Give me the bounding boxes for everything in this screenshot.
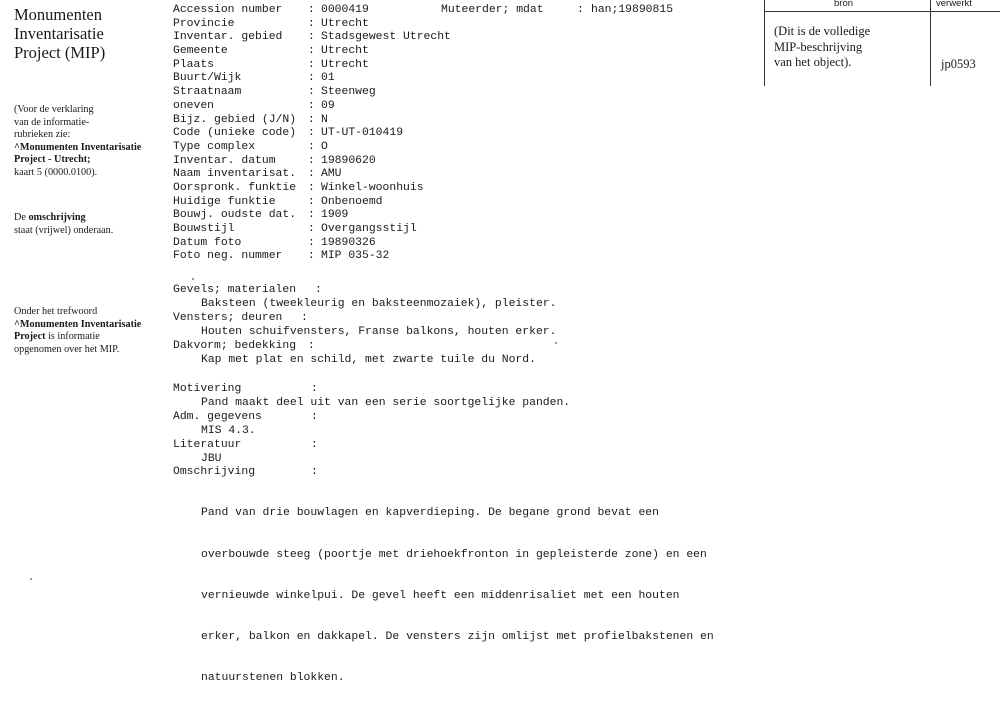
note-line: (Dit is de volledige [774,24,871,38]
field-value: UT-UT-010419 [321,127,404,140]
note-line: MIP-beschrijving [774,39,863,54]
field-value: Utrecht [321,17,369,30]
section-label: Gevels; materialen [173,284,297,296]
section-text: MIS 4.3. [201,425,256,437]
field-value: Stadsgewest Utrecht [321,31,451,44]
section-omschrijving [173,466,714,684]
field-label: Plaats [173,58,215,71]
section-text: Kap met plat en schild, met zwarte tuile du Nord. [201,354,536,366]
field-colon: : [308,154,315,167]
field-colon: : [308,209,315,222]
field-colon: : [301,312,308,324]
field-value: MIP 035-32 [321,250,390,263]
bold-text: Project - Utrecht; [14,154,91,166]
table-rule [764,11,1000,12]
field-value: Overgangsstijl [321,223,417,235]
field-colon: : [308,31,315,44]
section-text: Pand van drie bouwlagen en kapverdieping. De begane grond bevat een [201,507,659,520]
section-text: JBU [201,453,222,465]
field-label: Bouwj. oudste dat. [173,209,297,222]
note-line [14,212,164,225]
field-colon: : [308,72,315,85]
field-label: Type complex [173,140,256,153]
field-value: 09 [321,99,335,112]
source-note [774,24,870,71]
bold-text: ^Monumenten Inventarisatie [14,141,142,153]
field-colon: : [308,99,315,112]
field-label: Gemeente [173,45,228,58]
sidebar-title [14,5,164,62]
scan-speck [192,278,194,280]
field-value: Steenweg [321,86,376,99]
section-dakvorm [173,340,536,388]
note-line: van het object). [774,55,852,69]
field-label: Foto neg. nummer [173,250,283,263]
muteerder-label: Muteerder; mdat [441,4,544,16]
section-text: Houten schuifvensters, Franse balkons, houten erker. [201,326,557,338]
bold-text: omschrijving [28,212,86,223]
note-line: (Voor de verklaring [14,104,94,115]
field-label: Bijz. gebied (J/N) [173,113,297,126]
field-label: Provincie [173,17,235,30]
field-colon: : [308,113,315,126]
field-label: Buurt/Wijk [173,72,242,85]
muteerder [441,4,674,59]
note-line [14,331,164,344]
note-line-bold [14,142,164,155]
muteerder-value: han;19890815 [591,4,674,16]
source-id: jp0593 [941,57,976,71]
field-colon: : [308,17,315,30]
field-colon: : [577,4,584,16]
field-value: 1909 [321,209,349,222]
field-colon: : [308,195,315,208]
text: De [14,212,29,223]
note-line: van de informatie- [14,116,90,128]
field-value: Utrecht [321,45,369,58]
note-line-bold [14,154,164,167]
scan-speck [555,342,557,344]
field-colon: : [311,383,318,395]
section-text: overbouwde steeg (poortje met driehoekfronton in gepleisterde zone) en een [201,548,707,561]
note-line: staat (vrijwel) onderaan. [14,224,114,236]
field-label: Datum foto [173,236,242,249]
field-colon: : [308,223,315,235]
field-value: N [321,113,328,126]
field-colon: : [308,58,315,71]
field-colon: : [308,181,315,194]
section-label: Vensters; deuren [173,312,283,324]
field-colon: : [308,127,315,140]
source-table [764,0,1000,86]
field-colon: : [311,466,318,478]
field-value: 0000419 [321,4,369,16]
note-line: rubrieken zie: [14,129,71,141]
section-label: Motivering [173,383,242,395]
field-label: Code (unieke code) [173,127,297,140]
field-label: Inventar. gebied [173,31,283,44]
sidebar-note-description [14,212,164,237]
header-verwerkt: verwerkt [936,0,972,9]
field-colon: : [311,411,318,423]
note-line: kaart 5 (0000.0100). [14,166,98,178]
note-line: opgenomen over het MIP. [14,343,120,355]
section-label: Dakvorm; bedekking [173,340,297,352]
field-colon: : [315,284,322,296]
title-line: Monumenten [14,5,102,24]
field-value: Utrecht [321,58,369,71]
field-colon: : [308,250,315,263]
field-label: Bouwstijl [173,223,235,235]
section-label: Omschrijving [173,466,256,478]
field-value: Onbenoemd [321,195,383,208]
field-label: Accession number [173,4,283,16]
field-colon: : [308,168,315,181]
field-label: oneven [173,99,215,112]
field-label: Naam inventarisat. [173,168,297,181]
text: is informatie [45,331,100,343]
note-line-bold [14,319,164,332]
field-label: Straatnaam [173,86,242,99]
note-line: Onder het trefwoord [14,306,98,317]
section-label: Adm. gegevens [173,411,262,423]
field-value: AMU [321,168,342,181]
field-colon: : [308,86,315,99]
field-colon: : [311,439,318,451]
field-value: 19890326 [321,236,376,249]
field-label: Inventar. datum [173,154,276,167]
field-colon: : [308,236,315,249]
section-text: natuurstenen blokken. [201,671,345,684]
field-value: O [321,140,328,153]
field-label: Oorspronk. funktie [173,181,297,194]
section-text: Baksteen (tweekleurig en baksteenmozaiek), pleister. [201,298,557,310]
scan-speck [30,578,32,580]
field-value: Winkel-woonhuis [321,181,424,194]
section-text: vernieuwde winkelpui. De gevel heeft een middenrisaliet met een houten [201,589,680,602]
sidebar-note-legend [14,104,164,180]
header-bron: bron [834,0,854,9]
field-colon: : [308,45,315,58]
bold-text: Project [14,331,46,343]
field-label: Huidige funktie [173,195,276,208]
field-value: 01 [321,72,335,85]
sidebar-note-keyword [14,306,164,356]
title-line: Inventarisatie [14,24,104,43]
field-colon: : [308,4,315,16]
field-colon: : [308,340,315,352]
section-text: Pand maakt deel uit van een serie soortgelijke panden. [201,397,571,409]
section-label: Literatuur [173,439,242,451]
section-text: erker, balkon en dakkapel. De vensters zijn omlijst met profielbakstenen en [201,630,714,643]
title-line: Project (MIP) [14,43,106,62]
table-rule [930,0,931,86]
field-colon: : [308,140,315,153]
field-value: 19890620 [321,154,376,167]
table-rule [764,0,765,86]
bold-text: ^Monumenten Inventarisatie [14,318,142,330]
